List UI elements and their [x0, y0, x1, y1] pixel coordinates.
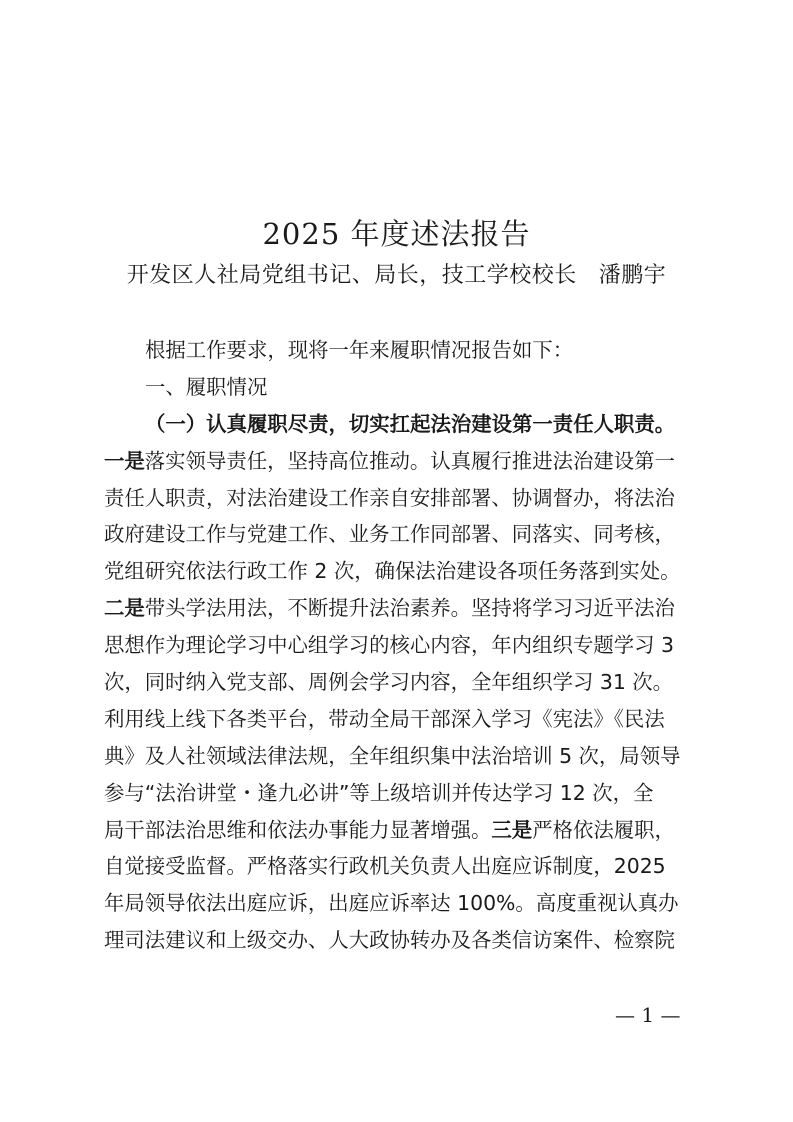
- body-line: 一是落实领导责任，坚持高位推动。认真履行推进法治建设第一: [104, 448, 675, 473]
- author-role: 开发区人社局党组书记、局长，技工学校校长: [126, 263, 577, 288]
- body-line: 理司法建议和上级交办、人大政协转办及各类信访案件、检察院: [104, 928, 675, 953]
- body-line: 二是带头学法用法，不断提升法治素养。坚持将学习习近平法治: [104, 596, 675, 621]
- body-line: 党组研究依法行政工作 2 次，确保法治建设各项任务落到实处。: [104, 559, 681, 584]
- body-line: 思想作为理论学习中心组学习的核心内容，年内组织专题学习 3: [104, 633, 674, 658]
- body-line: 局干部法治思维和依法办事能力显著增强。三是严格依法履职，: [104, 817, 675, 842]
- point-label: 三是: [491, 817, 533, 842]
- intro-paragraph: 根据工作要求，现将一年来履职情况报告如下：: [145, 338, 574, 362]
- body-line: 责任人职责，对法治建设工作亲自安排部署、协调督办，将法治: [104, 485, 675, 510]
- body-line: 利用线上线下各类平台，带动全局干部深入学习《宪法》《民法: [104, 706, 665, 731]
- point-label: 一是: [104, 448, 145, 473]
- page-number: — 1 —: [615, 1003, 681, 1027]
- body-line: 年局领导依法出庭应诉，出庭应诉率达 100%。高度重视认真办: [104, 891, 679, 916]
- document-title: 2025 年度述法报告: [262, 217, 531, 251]
- point-label: 二是: [104, 596, 145, 621]
- body-line: 自觉接受监督。严格落实行政机关负责人出庭应诉制度，2025: [104, 854, 666, 879]
- section-heading: 一、履职情况: [145, 374, 268, 399]
- subsection-heading: （一）认真履职尽责，切实扛起法治建设第一责任人职责。: [145, 411, 676, 436]
- author-name: 潘鹏宇: [598, 263, 667, 288]
- body-line: 典》及人社领域法律法规，全年组织集中法治培训 5 次，局领导: [104, 743, 681, 768]
- body-line: 参与“法治讲堂・逢九必讲”等上级培训并传达学习 12 次，全: [104, 780, 654, 805]
- body-line: 政府建设工作与党建工作、业务工作同部署、同落实、同考核，: [104, 522, 675, 547]
- report-body: [104, 332, 694, 959]
- body-line: 次，同时纳入党支部、周例会学习内容，全年组织学习 31 次。: [104, 670, 674, 695]
- document-subtitle: [0, 258, 793, 294]
